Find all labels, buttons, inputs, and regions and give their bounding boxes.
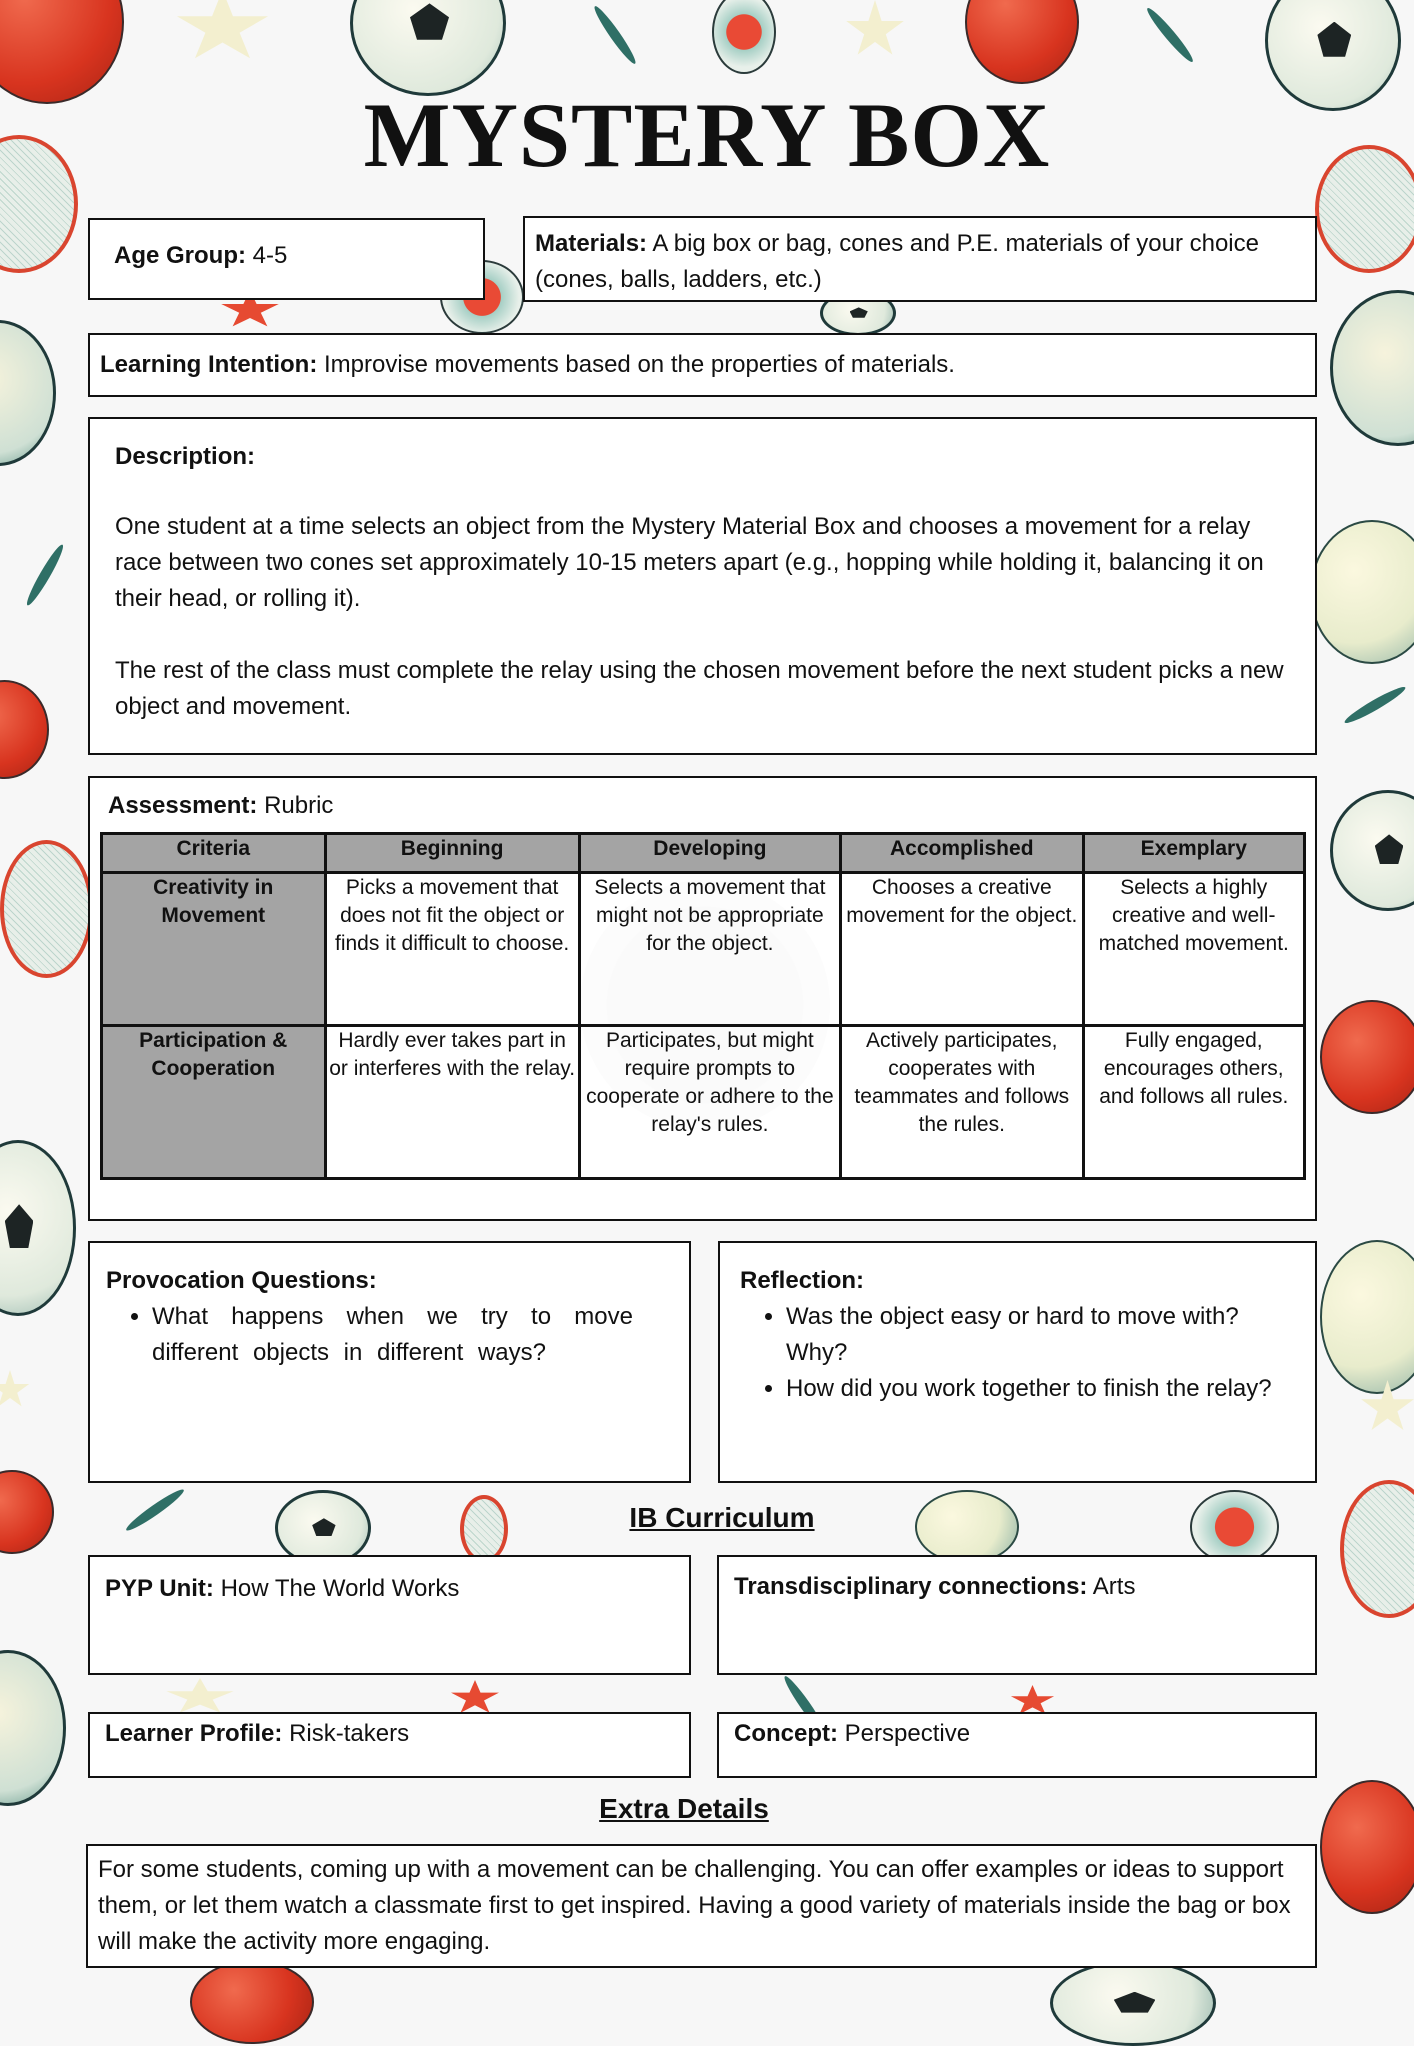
- description-paragraph: One student at a time selects an object from the Mystery Material Box and chooses a movement for a relay race between two cones set approximately 10-15 meters apart (e.g., hopping while holding it, balancing it on their head, or rolling it).: [115, 513, 1264, 612]
- assessment-label: Assessment:: [108, 792, 258, 819]
- volleyball-icon: [0, 320, 56, 466]
- reflection-box: [718, 1241, 1317, 1483]
- assessment-value: Rubric: [264, 792, 334, 819]
- rubric-cell: Chooses a creative movement for the object.: [841, 873, 1084, 1026]
- age-group-value: 4-5: [252, 242, 288, 269]
- basketball-icon: [190, 1960, 314, 2044]
- rubric-header: Developing: [579, 834, 840, 873]
- racket-icon: [0, 840, 93, 978]
- extra-details-text: For some students, coming up with a movement can be challenging. You can offer examples or ideas to support them, or let them watch a classmate first to get inspired. Having a good variety of materials inside the bag or box will make the activity more engaging.: [98, 1856, 1291, 1955]
- description-label: Description:: [115, 443, 256, 470]
- learner-profile-label: Learner Profile:: [105, 1720, 283, 1747]
- volleyball-icon: [0, 1650, 66, 1806]
- reflection-label: Reflection:: [740, 1267, 865, 1294]
- transdisciplinary-label: Transdisciplinary connections:: [734, 1573, 1088, 1600]
- leaf-icon: [23, 542, 67, 608]
- rubric-cell: Actively participates, cooperates with teammates and follows the rules.: [841, 1026, 1084, 1179]
- rubric-header: Accomplished: [841, 834, 1084, 873]
- learning-intention-label: Learning Intention:: [100, 351, 318, 378]
- rubric-row: [102, 1026, 1305, 1179]
- star-icon: [0, 1370, 30, 1410]
- age-group-box: [88, 218, 485, 300]
- rubric-table: [100, 832, 1306, 1180]
- star-icon: [175, 0, 270, 65]
- extra-details-box: [86, 1844, 1317, 1968]
- tennis-ball-icon: [1310, 520, 1414, 664]
- pyp-unit-value: How The World Works: [220, 1575, 460, 1602]
- rubric-row: [102, 873, 1305, 1026]
- soccer-ball-icon: [1050, 1960, 1216, 2046]
- materials-label: Materials:: [535, 230, 648, 257]
- rubric-header: Beginning: [325, 834, 579, 873]
- provocation-item: • What happens when we try to move different objects in different ways?: [152, 1299, 633, 1371]
- reflection-item: • Was the object easy or hard to move with? Why?: [786, 1299, 1295, 1371]
- concept-value: Perspective: [844, 1720, 971, 1747]
- materials-value: A big box or bag, cones and P.E. materials of your choice (cones, balls, ladders, etc.): [535, 230, 1259, 293]
- tennis-ball-icon: [1320, 1240, 1414, 1394]
- rubric-criteria: Participation & Cooperation: [102, 1026, 326, 1179]
- pyp-unit-label: PYP Unit:: [105, 1575, 214, 1602]
- volleyball-icon: [1330, 290, 1414, 446]
- rubric-header-row: [102, 834, 1305, 873]
- leaf-icon: [1342, 683, 1408, 727]
- extra-details-heading: Extra Details: [599, 1793, 769, 1824]
- rubric-cell: Selects a movement that might not be appropriate for the object.: [579, 873, 840, 1026]
- learner-profile-box: [88, 1712, 691, 1778]
- soccer-ball-icon: [1330, 790, 1414, 911]
- provocation-list: [106, 1299, 673, 1371]
- learning-intention-box: [88, 333, 1317, 397]
- rubric-cell: Fully engaged, encourages others, and follows all rules.: [1083, 1026, 1304, 1179]
- rubric-cell: Selects a highly creative and well-matched movement.: [1083, 873, 1304, 1026]
- rubric-cell: Picks a movement that does not fit the object or finds it difficult to choose.: [325, 873, 579, 1026]
- pyp-unit-box: [88, 1555, 691, 1675]
- rubric-header: Exemplary: [1083, 834, 1304, 873]
- provocation-label: Provocation Questions:: [106, 1267, 377, 1294]
- rubric-criteria: Creativity in Movement: [102, 873, 326, 1026]
- concept-box: [717, 1712, 1317, 1778]
- star-icon: [845, 0, 905, 60]
- rubric-cell: Participates, but might require prompts to cooperate or adhere to the relay's rules.: [579, 1026, 840, 1179]
- learner-profile-value: Risk-takers: [289, 1720, 410, 1747]
- page-title: MYSTERY BOX: [363, 84, 1051, 186]
- materials-box: [523, 216, 1317, 302]
- rubric-cell: Hardly ever takes part in or interferes with the relay.: [325, 1026, 579, 1179]
- transdisciplinary-value: Arts: [1092, 1573, 1136, 1600]
- reflection-item: • How did you work together to finish the relay?: [786, 1371, 1295, 1407]
- reflection-list: [740, 1299, 1295, 1407]
- basketball-icon: [1320, 1000, 1414, 1114]
- rubric-header: Criteria: [102, 834, 326, 873]
- basketball-icon: [0, 680, 49, 779]
- ib-curriculum-heading: IB Curriculum: [629, 1502, 815, 1533]
- provocation-box: [88, 1241, 691, 1483]
- leaf-icon: [1144, 5, 1197, 65]
- transdisciplinary-box: [717, 1555, 1317, 1675]
- ball-icon: [712, 0, 776, 74]
- racket-icon: [1340, 1480, 1414, 1618]
- description-paragraph: The rest of the class must complete the relay using the chosen movement before the next student picks a new object and movement.: [115, 657, 1284, 720]
- concept-label: Concept:: [734, 1720, 838, 1747]
- soccer-ball-icon: [0, 1140, 76, 1316]
- star-icon: [165, 1678, 235, 1716]
- age-group-label: Age Group:: [114, 242, 246, 269]
- learning-intention-value: Improvise movements based on the properties of materials.: [323, 351, 955, 378]
- star-icon: [450, 1680, 500, 1716]
- description-box: [88, 417, 1317, 755]
- leaf-icon: [591, 3, 639, 66]
- basketball-icon: [965, 0, 1079, 84]
